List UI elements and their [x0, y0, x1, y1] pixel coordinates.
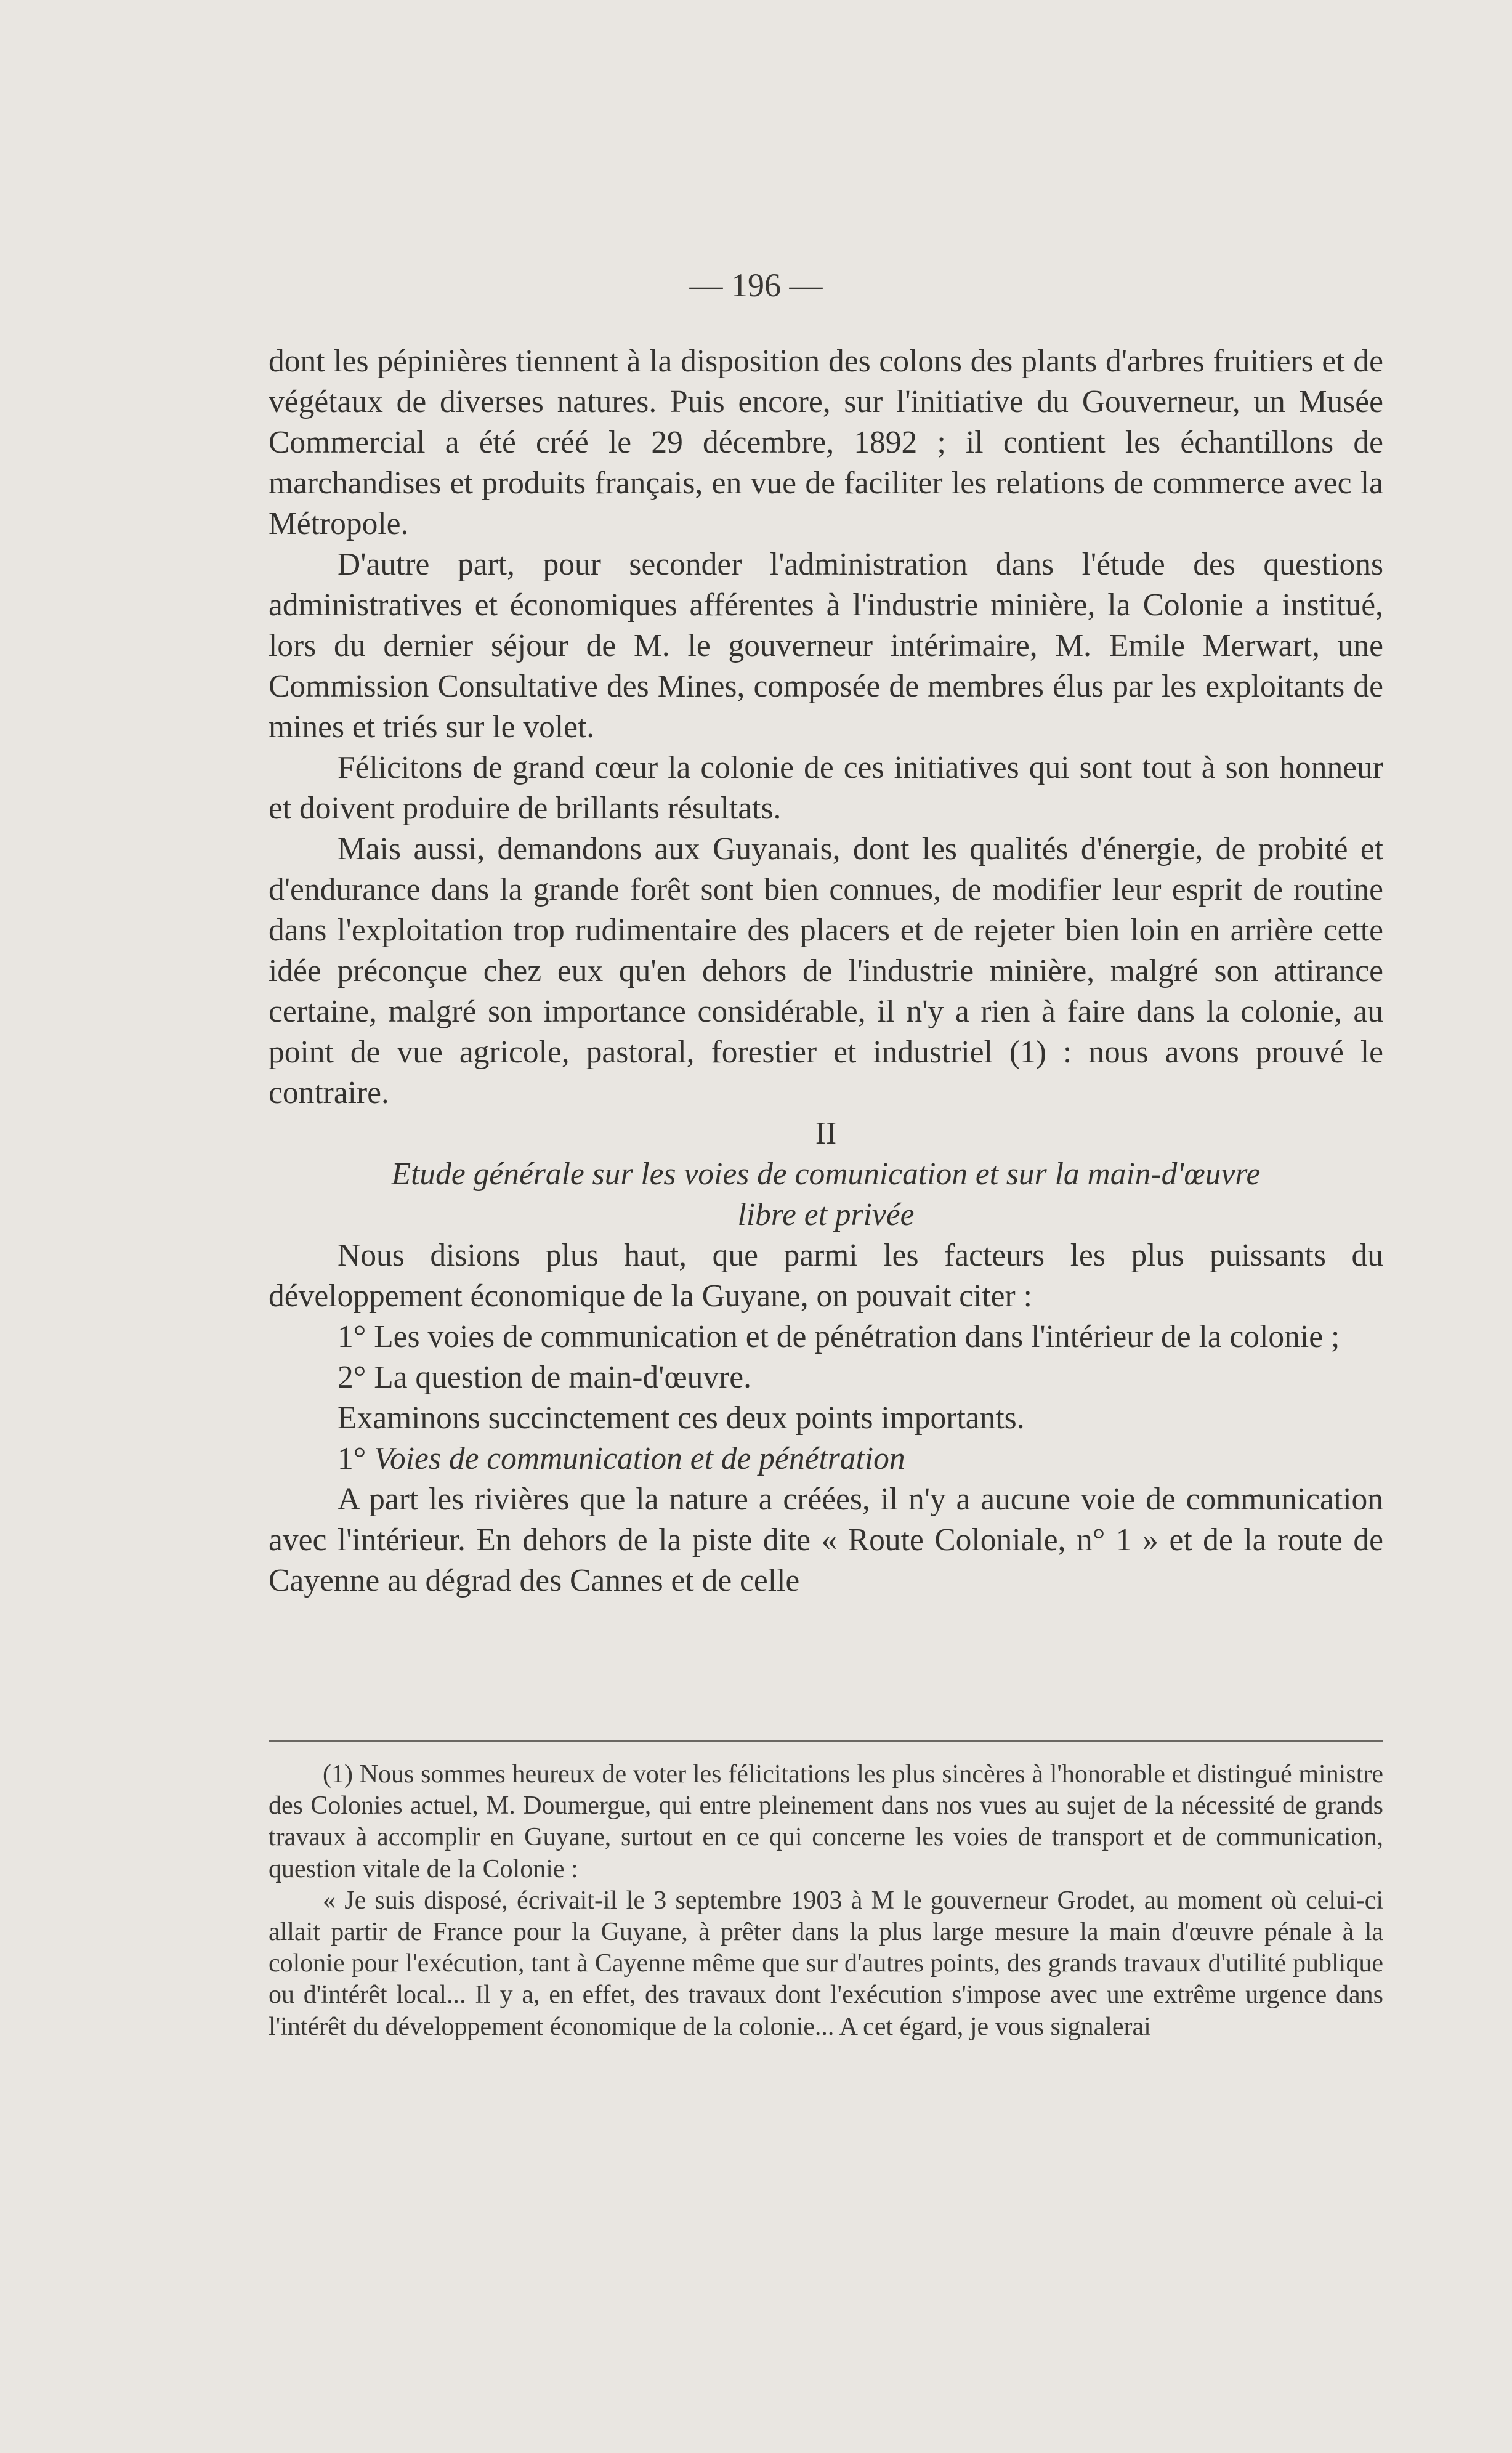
paragraph-felicitations: Félicitons de grand cœur la colonie de ces initiatives qui sont tout à son honneur et doivent produire de brillants résultats. — [269, 750, 1383, 826]
main-text — [269, 341, 1383, 1601]
paragraph-commission: D'autre part, pour seconder l'administration dans l'étude des questions administratives et économiques afférentes à l'industrie minière, la Colonie a institué, lors du dernier séjour de M. le gouverneur intérimaire, M. Emile Merwart, une Commission Consultative des Mines, composée de membres élus par les exploitants de mines et triés sur le volet. — [269, 547, 1383, 745]
paragraph-examinons: Examinons succinctement ces deux points importants. — [338, 1400, 1025, 1436]
list-item-voies: 1° Les voies de communication et de pénétration dans l'intérieur de la colonie ; — [338, 1319, 1340, 1354]
paragraph-guyanais: Mais aussi, demandons aux Guyanais, dont les qualités d'énergie, de probité et d'endurance dans la grande forêt sont bien connues, de modifier leur esprit de routine dans l'exploitation trop rudimentaire des placers et de rejeter bien loin en arrière cette idée préconçue chez eux qu'en dehors de l'industrie minière, malgré son attirance certaine, malgré son importance considérable, il n'y a rien à faire dans la colonie, au point de vue agricole, pastoral, forestier et industriel (1) : nous avons prouvé le contraire. — [269, 831, 1383, 1110]
paragraph-rivieres: A part les rivières que la nature a créées, il n'y a aucune voie de communication avec l'intérieur. En dehors de la piste dite « Route Coloniale, n° 1 » et de la route de Cayenne au dégrad des Cannes et de celle — [269, 1482, 1383, 1598]
footnotes — [269, 1759, 1383, 2043]
sub-heading-number: 1° — [338, 1441, 366, 1476]
section-number: II — [815, 1116, 837, 1151]
footnote-1: (1) Nous sommes heureux de voter les félicitations les plus sincères à l'honorable et distingué ministre des Colonies actuel, M. Doumergue, qui entre pleinement dans nos vues au sujet de la nécessité de grands travaux à accomplir en Guyane, surtout en ce qui concerne les voies de transport et de communication, question vitale de la Colonie : — [269, 1760, 1383, 1883]
list-item-main-oeuvre: 2° La question de main-d'œuvre. — [338, 1360, 752, 1395]
footnote-divider — [269, 1740, 1383, 1742]
section-title-line1: Etude générale sur les voies de comunication et sur la main-d'œuvre — [391, 1157, 1261, 1192]
sub-heading-text: Voies de communication et de pénétration — [374, 1441, 905, 1476]
sub-heading — [269, 1439, 1383, 1479]
section-title-line2: libre et privée — [737, 1197, 915, 1232]
paragraph-facteurs: Nous disions plus haut, que parmi les facteurs les plus puissants du développement économique de la Guyane, on pouvait citer : — [269, 1238, 1383, 1314]
paragraph-continuation: dont les pépinières tiennent à la disposition des colons des plants d'arbres fruitiers et de végétaux de diverses natures. Puis encore, sur l'initiative du Gouverneur, un Musée Commercial a été créé le 29 décembre, 1892 ; il contient les échantillons de marchandises et produits français, en vue de faciliter les relations de commerce avec la Métropole. — [269, 344, 1383, 541]
footnote-1-quote: « Je suis disposé, écrivait-il le 3 septembre 1903 à M le gouverneur Grodet, au moment où celui-ci allait partir de France pour la Guyane, à prêter dans la plus large mesure la main d'œuvre pénale à la colonie pour l'exécution, tant à Cayenne même que sur d'autres points, des grands travaux d'utilité publique ou d'intérêt local... Il y a, en effet, des travaux dont l'exécution s'impose avec une extrême urgence dans l'intérêt du développement économique de la colonie... A cet égard, je vous signalerai — [269, 1886, 1383, 2041]
page-number: — 196 — — [689, 267, 823, 304]
